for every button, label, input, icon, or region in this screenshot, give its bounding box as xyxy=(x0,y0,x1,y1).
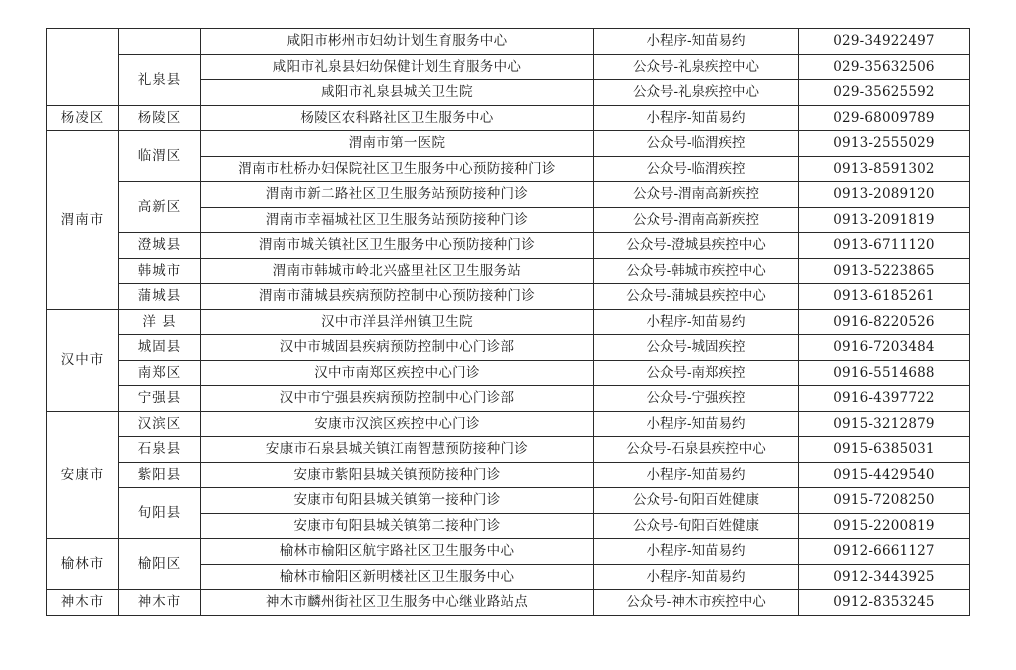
phone-cell: 0916-4397722 xyxy=(799,386,970,412)
city-cell: 杨凌区 xyxy=(47,105,119,131)
channel-cell: 小程序-知苗易约 xyxy=(594,462,799,488)
city-cell: 榆林市 xyxy=(47,539,119,590)
channel-cell: 小程序-知苗易约 xyxy=(594,105,799,131)
channel-cell: 小程序-知苗易约 xyxy=(594,309,799,335)
channel-cell: 公众号-旬阳百姓健康 xyxy=(594,513,799,539)
channel-cell: 公众号-旬阳百姓健康 xyxy=(594,488,799,514)
county-cell: 宁强县 xyxy=(119,386,201,412)
county-cell: 紫阳县 xyxy=(119,462,201,488)
channel-cell: 小程序-知苗易约 xyxy=(594,539,799,565)
phone-cell: 029-35625592 xyxy=(799,80,970,106)
county-cell: 神木市 xyxy=(119,590,201,616)
channel-cell: 公众号-临渭疾控 xyxy=(594,156,799,182)
phone-cell: 0913-2089120 xyxy=(799,182,970,208)
city-cell: 神木市 xyxy=(47,590,119,616)
table-row xyxy=(47,29,970,55)
site-cell: 榆林市榆阳区航宇路社区卫生服务中心 xyxy=(201,539,594,565)
county-cell: 礼泉县 xyxy=(119,54,201,105)
county-cell xyxy=(119,29,201,55)
phone-cell: 0915-2200819 xyxy=(799,513,970,539)
phone-cell: 0912-3443925 xyxy=(799,564,970,590)
county-cell: 洋 县 xyxy=(119,309,201,335)
phone-cell: 0915-4429540 xyxy=(799,462,970,488)
county-cell: 杨陵区 xyxy=(119,105,201,131)
phone-cell: 0915-7208250 xyxy=(799,488,970,514)
site-cell: 安康市汉滨区疾控中心门诊 xyxy=(201,411,594,437)
vaccination-sites-table xyxy=(46,28,970,616)
channel-cell: 公众号-城固疾控 xyxy=(594,335,799,361)
channel-cell: 公众号-神木市疾控中心 xyxy=(594,590,799,616)
site-cell: 汉中市城固县疾病预防控制中心门诊部 xyxy=(201,335,594,361)
county-cell: 临渭区 xyxy=(119,131,201,182)
table-row xyxy=(47,131,970,157)
table-row xyxy=(47,539,970,565)
table-row xyxy=(47,105,970,131)
table-row xyxy=(47,437,970,463)
channel-cell: 公众号-宁强疾控 xyxy=(594,386,799,412)
site-cell: 汉中市洋县洋州镇卫生院 xyxy=(201,309,594,335)
table-row xyxy=(47,360,970,386)
phone-cell: 0916-8220526 xyxy=(799,309,970,335)
channel-cell: 公众号-礼泉疾控中心 xyxy=(594,54,799,80)
site-cell: 安康市石泉县城关镇江南智慧预防接种门诊 xyxy=(201,437,594,463)
phone-cell: 0913-2555029 xyxy=(799,131,970,157)
table-row xyxy=(47,462,970,488)
county-cell: 石泉县 xyxy=(119,437,201,463)
channel-cell: 公众号-礼泉疾控中心 xyxy=(594,80,799,106)
site-cell: 渭南市城关镇社区卫生服务中心预防接种门诊 xyxy=(201,233,594,259)
phone-cell: 0913-2091819 xyxy=(799,207,970,233)
site-cell: 杨陵区农科路社区卫生服务中心 xyxy=(201,105,594,131)
site-cell: 咸阳市礼泉县城关卫生院 xyxy=(201,80,594,106)
channel-cell: 公众号-石泉县疾控中心 xyxy=(594,437,799,463)
table-row xyxy=(47,233,970,259)
county-cell: 韩城市 xyxy=(119,258,201,284)
phone-cell: 0915-6385031 xyxy=(799,437,970,463)
table-row xyxy=(47,488,970,514)
site-cell: 榆林市榆阳区新明楼社区卫生服务中心 xyxy=(201,564,594,590)
channel-cell: 公众号-临渭疾控 xyxy=(594,131,799,157)
county-cell: 榆阳区 xyxy=(119,539,201,590)
table-row xyxy=(47,258,970,284)
channel-cell: 公众号-渭南高新疾控 xyxy=(594,207,799,233)
channel-cell: 公众号-南郑疾控 xyxy=(594,360,799,386)
table-row xyxy=(47,590,970,616)
phone-cell: 0913-8591302 xyxy=(799,156,970,182)
site-cell: 汉中市南郑区疾控中心门诊 xyxy=(201,360,594,386)
county-cell: 城固县 xyxy=(119,335,201,361)
city-cell xyxy=(47,29,119,106)
county-cell: 旬阳县 xyxy=(119,488,201,539)
table-row xyxy=(47,182,970,208)
city-cell: 渭南市 xyxy=(47,131,119,310)
county-cell: 南郑区 xyxy=(119,360,201,386)
site-cell: 安康市旬阳县城关镇第二接种门诊 xyxy=(201,513,594,539)
channel-cell: 小程序-知苗易约 xyxy=(594,29,799,55)
county-cell: 汉滨区 xyxy=(119,411,201,437)
table-row xyxy=(47,386,970,412)
site-cell: 渭南市幸福城社区卫生服务站预防接种门诊 xyxy=(201,207,594,233)
city-cell: 汉中市 xyxy=(47,309,119,411)
county-cell: 蒲城县 xyxy=(119,284,201,310)
site-cell: 安康市旬阳县城关镇第一接种门诊 xyxy=(201,488,594,514)
phone-cell: 0915-3212879 xyxy=(799,411,970,437)
phone-cell: 0913-5223865 xyxy=(799,258,970,284)
site-cell: 渭南市韩城市岭北兴盛里社区卫生服务站 xyxy=(201,258,594,284)
phone-cell: 0913-6711120 xyxy=(799,233,970,259)
site-cell: 神木市麟州街社区卫生服务中心继业路站点 xyxy=(201,590,594,616)
city-cell: 安康市 xyxy=(47,411,119,539)
table-row xyxy=(47,309,970,335)
channel-cell: 公众号-澄城县疾控中心 xyxy=(594,233,799,259)
phone-cell: 029-35632506 xyxy=(799,54,970,80)
site-cell: 咸阳市礼泉县妇幼保健计划生育服务中心 xyxy=(201,54,594,80)
table-body xyxy=(47,29,970,616)
channel-cell: 公众号-蒲城县疾控中心 xyxy=(594,284,799,310)
channel-cell: 小程序-知苗易约 xyxy=(594,411,799,437)
table-row xyxy=(47,284,970,310)
channel-cell: 公众号-渭南高新疾控 xyxy=(594,182,799,208)
phone-cell: 0912-8353245 xyxy=(799,590,970,616)
phone-cell: 0916-5514688 xyxy=(799,360,970,386)
site-cell: 安康市紫阳县城关镇预防接种门诊 xyxy=(201,462,594,488)
phone-cell: 0913-6185261 xyxy=(799,284,970,310)
site-cell: 渭南市蒲城县疾病预防控制中心预防接种门诊 xyxy=(201,284,594,310)
site-cell: 渭南市第一医院 xyxy=(201,131,594,157)
county-cell: 澄城县 xyxy=(119,233,201,259)
phone-cell: 029-68009789 xyxy=(799,105,970,131)
channel-cell: 小程序-知苗易约 xyxy=(594,564,799,590)
table-row xyxy=(47,335,970,361)
site-cell: 渭南市新二路社区卫生服务站预防接种门诊 xyxy=(201,182,594,208)
site-cell: 汉中市宁强县疾病预防控制中心门诊部 xyxy=(201,386,594,412)
phone-cell: 029-34922497 xyxy=(799,29,970,55)
channel-cell: 公众号-韩城市疾控中心 xyxy=(594,258,799,284)
phone-cell: 0916-7203484 xyxy=(799,335,970,361)
phone-cell: 0912-6661127 xyxy=(799,539,970,565)
table-row xyxy=(47,411,970,437)
site-cell: 咸阳市彬州市妇幼计划生育服务中心 xyxy=(201,29,594,55)
county-cell: 高新区 xyxy=(119,182,201,233)
table-row xyxy=(47,54,970,80)
site-cell: 渭南市杜桥办妇保院社区卫生服务中心预防接种门诊 xyxy=(201,156,594,182)
